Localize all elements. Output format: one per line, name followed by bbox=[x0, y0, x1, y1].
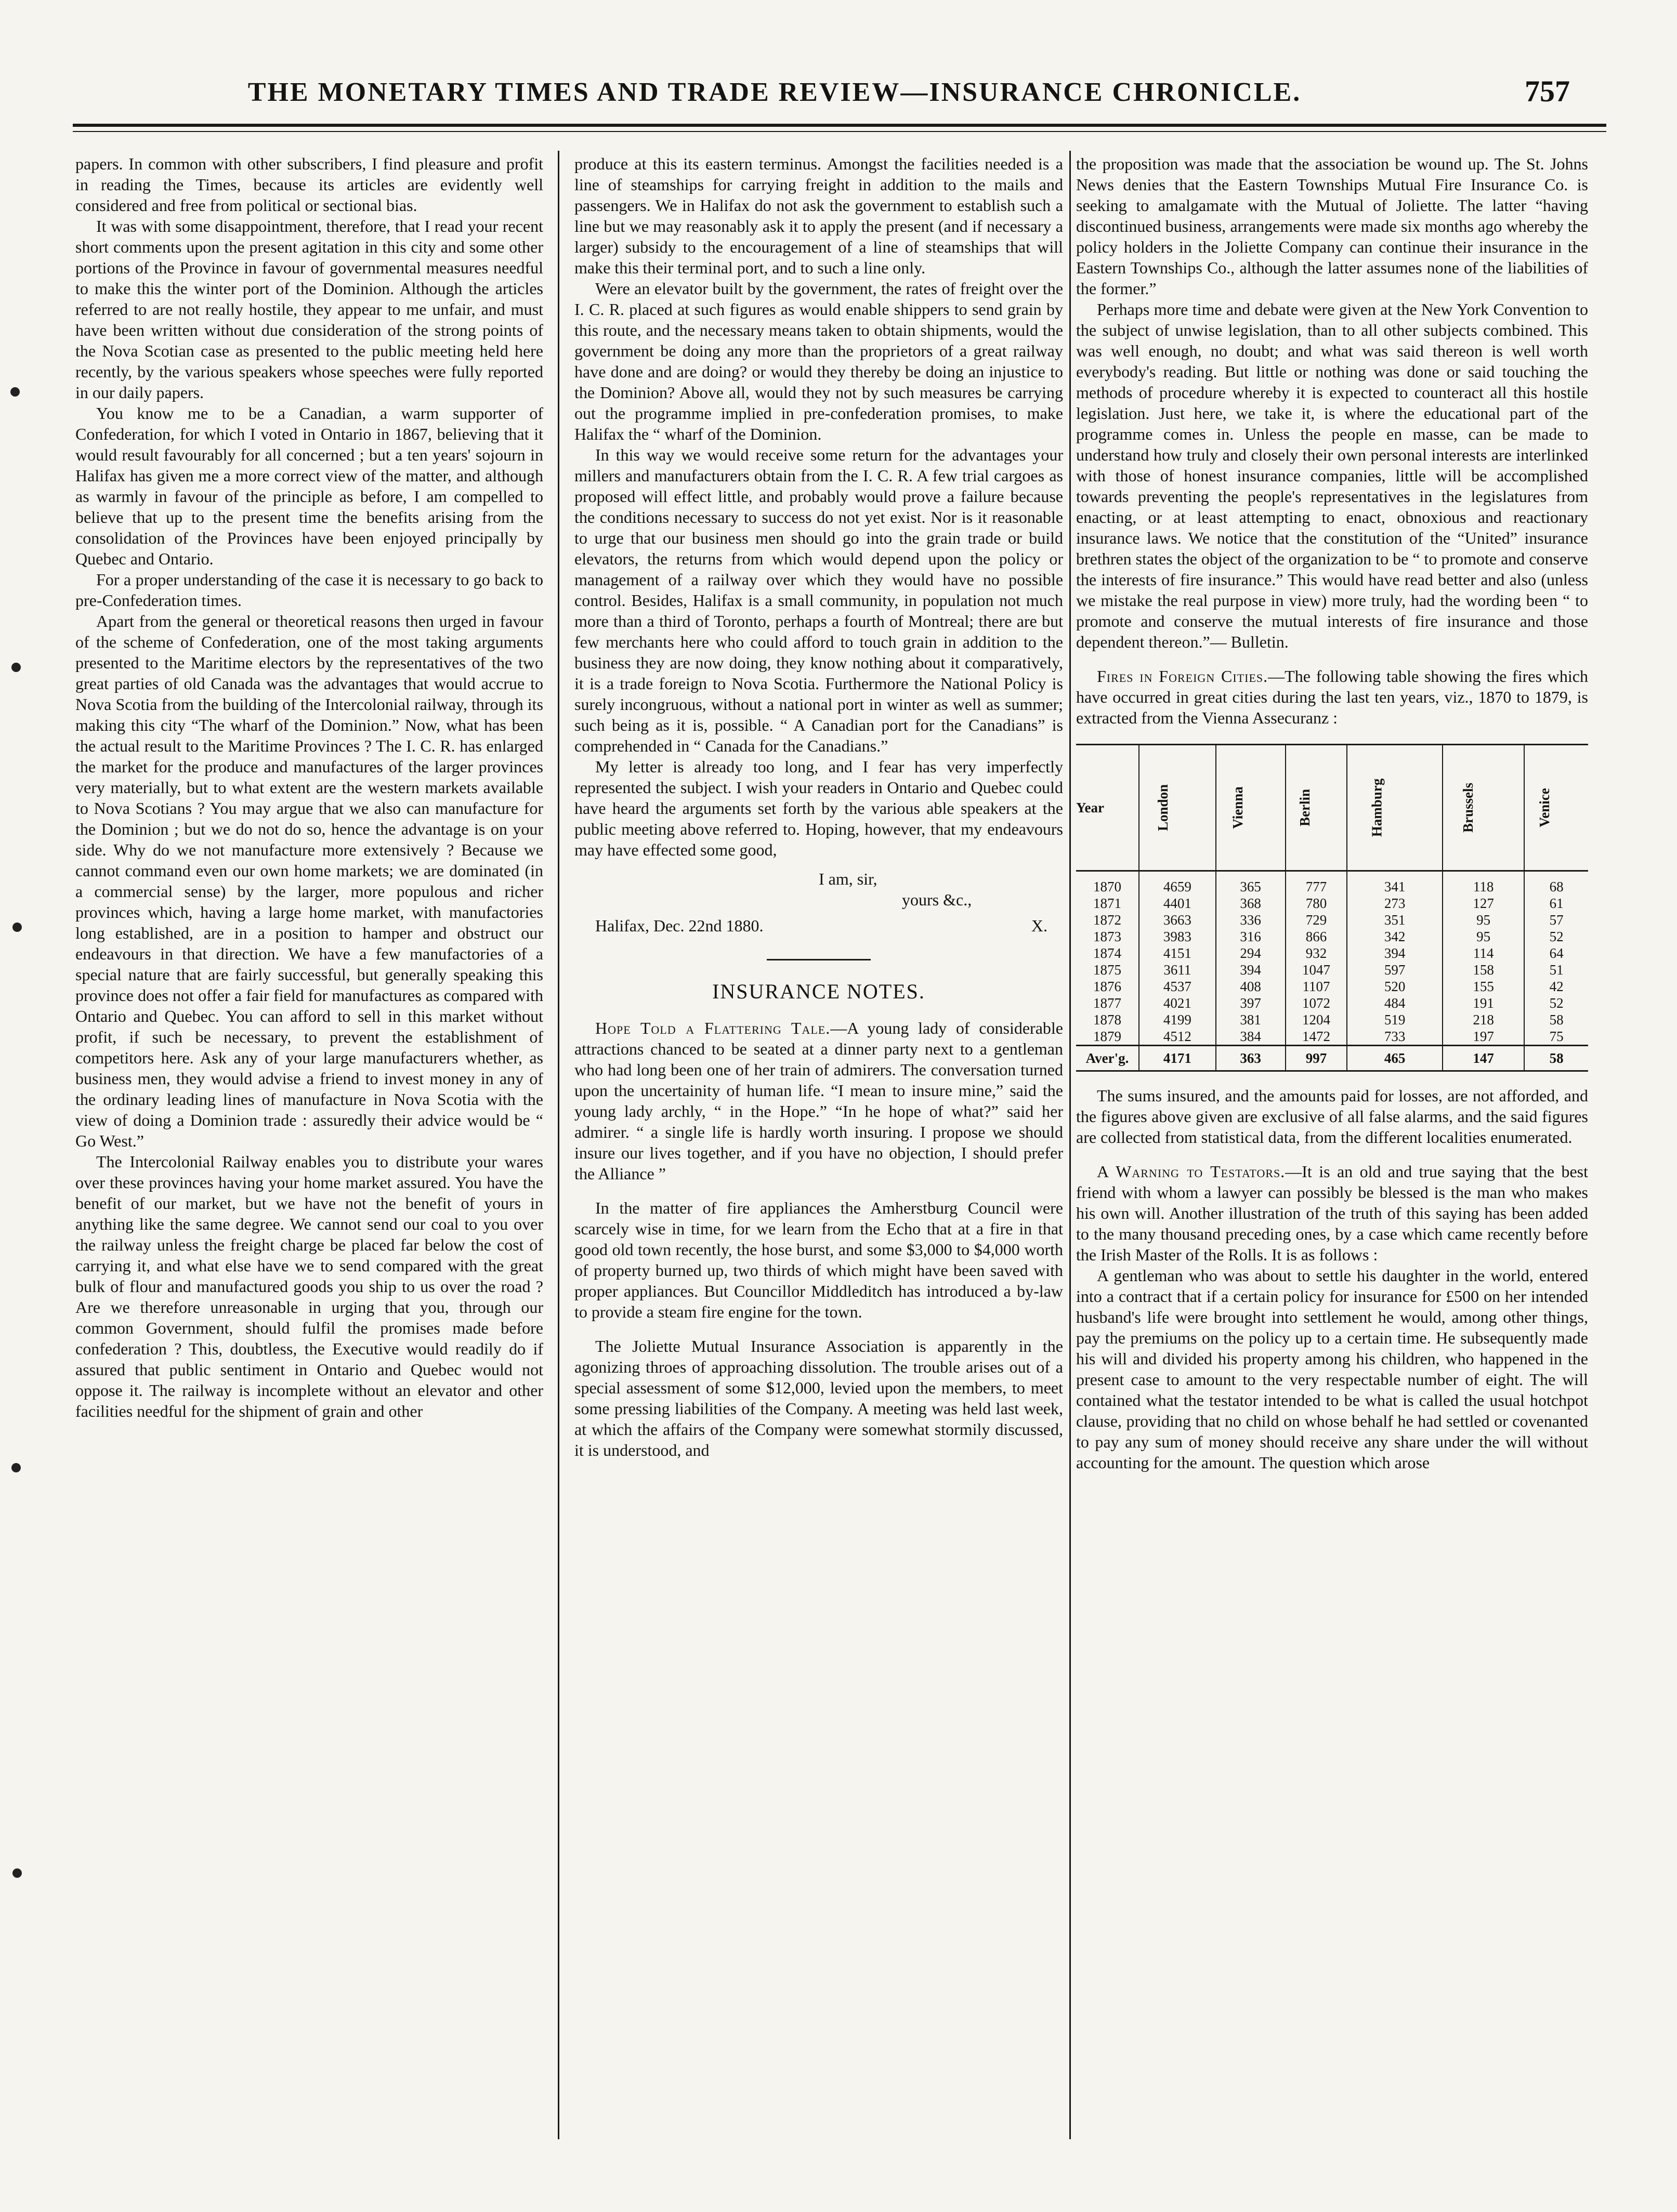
table-cell: 932 bbox=[1286, 945, 1347, 962]
header-rule-thick bbox=[73, 124, 1606, 127]
table-cell: 363 bbox=[1216, 1046, 1286, 1071]
table-cell: 4199 bbox=[1139, 1011, 1216, 1028]
table-cell: 4151 bbox=[1139, 945, 1216, 962]
paragraph: The Joliette Mutual Insurance Association is apparently in the agonizing throes of approaching dissolution. The trouble arises out of a special assessment of some $12,000, levied upon the members, to meet some pressing liabilities of the Company. A meeting was held last week, at which the affairs of the Company were somewhat stormily discussed, it is understood, and bbox=[574, 1337, 1063, 1459]
letter-signer: X. bbox=[1031, 916, 1047, 935]
table-cell: 1873 bbox=[1093, 929, 1121, 944]
table-cell: 197 bbox=[1443, 1028, 1524, 1046]
table-row bbox=[1076, 1011, 1588, 1028]
table-cell: 114 bbox=[1443, 945, 1524, 962]
table-cell: 1870 bbox=[1093, 879, 1121, 894]
table-cell: 597 bbox=[1347, 962, 1443, 978]
margin-ink-mark bbox=[11, 1463, 21, 1472]
table-cell: 273 bbox=[1347, 895, 1443, 912]
table-cell: 866 bbox=[1286, 928, 1347, 945]
header-rule-thin bbox=[73, 131, 1606, 132]
table-cell: 68 bbox=[1524, 871, 1588, 896]
table-cell: 4171 bbox=[1139, 1046, 1216, 1071]
table-header-label: Vienna bbox=[1229, 786, 1246, 829]
table-cell: 1874 bbox=[1093, 945, 1121, 961]
item-text: —A young lady of considerable attractions chanced to be seated at a dinner party next to a gentleman who had long been one of her train of admirers. The conversation turned upon the uncertainity of human life. “I mean to insure mine,” said the young lady archly, “ in the Hope.” “In he hope of what?” said her admirer. “ a single life is hardly worth insuring. I propose we should insure our lives together, and if you have no objection, I should prefer the Alliance ” bbox=[574, 1019, 1063, 1183]
table-cell: 1879 bbox=[1093, 1029, 1121, 1044]
table-cell: 465 bbox=[1347, 1046, 1443, 1071]
table-cell: 394 bbox=[1216, 962, 1286, 978]
table-cell: 1472 bbox=[1286, 1028, 1347, 1046]
table-cell: 777 bbox=[1286, 871, 1347, 896]
table-cell: 3611 bbox=[1139, 962, 1216, 978]
paragraph: The Intercolonial Railway enables you to distribute your wares over these provinces having your home market assured. You have the benefit of our market, but we have not the benefit of yours in anything like the same degree. We cannot send our coal to you over the railway unless the freight charge be placed far below the cost of carrying it, and what else have we to send compared with the great bulk of flour and manufactured goods you ship to us over the road ? Are we therefore unreasonable in urging that you, through our common Government, should fulfil the promises made before confederation ? This, doubtless, the Executive would readily do if assured that public sentiment in Ontario and Quebec would not oppose it. The railway is incomplete without an elevator and other facilities needful for the shipment of grain and other bbox=[75, 1152, 543, 1420]
table-cell: 351 bbox=[1347, 912, 1443, 928]
letter-closing: I am, sir, bbox=[819, 870, 877, 888]
letter-closing: yours &c., bbox=[902, 890, 972, 909]
table-cell: 368 bbox=[1216, 895, 1286, 912]
table-cell: 3663 bbox=[1139, 912, 1216, 928]
paragraph: A gentleman who was about to settle his daughter in the world, entered into a contract that if a certain policy for insurance for £500 on her intended husband's life were brought into settlement he would, among other things, pay the premiums on the policy up to a certain time. He subsequently made his will and divided his property among his children, who happened in the present case to amount to the very respectable number of eight. The will contained what the testator intended to be what is called the usual hotchpot clause, providing that no child on whose behalf he had settled or covenanted to pay any sum of money should receive any share under the will without accounting for the amount. The question which arose bbox=[1076, 1266, 1588, 1472]
table-header-label: Venice bbox=[1537, 788, 1552, 827]
table-row bbox=[1076, 995, 1588, 1011]
table-cell: 1878 bbox=[1093, 1012, 1121, 1028]
column-1 bbox=[75, 153, 543, 2150]
table-cell: 997 bbox=[1286, 1046, 1347, 1071]
table-row bbox=[1076, 871, 1588, 896]
paragraph bbox=[1076, 1161, 1588, 1265]
table-cell: 733 bbox=[1347, 1028, 1443, 1046]
table-cell: 51 bbox=[1524, 962, 1588, 978]
page-header bbox=[73, 68, 1606, 109]
table-cell: 218 bbox=[1443, 1011, 1524, 1028]
table-row bbox=[1076, 978, 1588, 995]
table-average-row bbox=[1076, 1046, 1588, 1071]
column-divider bbox=[1069, 151, 1071, 2139]
table-header-cell bbox=[1524, 745, 1588, 871]
margin-ink-mark bbox=[12, 923, 22, 932]
column-divider bbox=[558, 151, 559, 2139]
item-text: —The following table showing the fires which have occurred in great cities during the last ten years, viz., 1870 to 1879, is extracted from the Vienna Assecuranz : bbox=[1076, 667, 1588, 727]
section-divider bbox=[767, 959, 871, 960]
table-header-label: Hamburg bbox=[1369, 778, 1385, 837]
paragraph: Were an elevator built by the government, the rates of freight over the I. C. R. placed at such figures as would enable shippers to send grain by this route, and the necessary means taken to obtain shipments, would the government be doing any more than the proprietors of a great railway have done and are doing? or would they thereby be doing an injustice to the Dominion? Above all, would they not by such measures be carrying out the programme implied in pre-confederation promises, to make Halifax the “ wharf of the Dominion. bbox=[574, 279, 1063, 443]
table-cell: 58 bbox=[1524, 1011, 1588, 1028]
item-heading: Fires in Foreign Cities. bbox=[1097, 667, 1268, 686]
table-cell: 341 bbox=[1347, 871, 1443, 896]
table-row bbox=[1076, 945, 1588, 962]
table-cell: 519 bbox=[1347, 1011, 1443, 1028]
table-body bbox=[1076, 871, 1588, 1071]
table-header-label: Berlin bbox=[1296, 789, 1313, 826]
table-cell: Aver'g. bbox=[1076, 1046, 1139, 1071]
item-heading: Hope Told a Flattering Tale. bbox=[595, 1019, 831, 1037]
table-cell: 336 bbox=[1216, 912, 1286, 928]
table-header-cell bbox=[1443, 745, 1524, 871]
table-cell: 4021 bbox=[1139, 995, 1216, 1011]
table-cell: 1875 bbox=[1093, 962, 1121, 978]
table-cell: 95 bbox=[1443, 912, 1524, 928]
item-heading: A Warning to Testators. bbox=[1097, 1162, 1286, 1181]
table-header-cell bbox=[1216, 745, 1286, 871]
table-cell: 342 bbox=[1347, 928, 1443, 945]
table-cell: 1871 bbox=[1093, 896, 1121, 911]
table-cell: 1072 bbox=[1286, 995, 1347, 1011]
table-row bbox=[1076, 912, 1588, 928]
table-cell: 394 bbox=[1347, 945, 1443, 962]
table-cell: 4401 bbox=[1139, 895, 1216, 912]
table-cell: 52 bbox=[1524, 928, 1588, 945]
table-row bbox=[1076, 928, 1588, 945]
table-cell: 57 bbox=[1524, 912, 1588, 928]
paragraph: papers. In common with other subscribers, I find pleasure and profit in reading the Times, because its articles are evidently well considered and free from political or sectional bias. bbox=[75, 154, 543, 215]
paragraph: the proposition was made that the association be wound up. The St. Johns News denies that the Eastern Townships Mutual Fire Insurance Co. is seeking to amalgamate with the Mutual of Joliette. The latter “having discontinued business, arrangements were made six months ago whereby the policy holders in the Joliette Company can continue their insurance in the Eastern Townships Co., although the latter assumes none of the liabilities of the former.” bbox=[1076, 154, 1588, 298]
table-cell: 4659 bbox=[1139, 871, 1216, 896]
section-heading: INSURANCE NOTES. bbox=[712, 980, 925, 1003]
paragraph: The sums insured, and the amounts paid for losses, are not afforded, and the figures above given are exclusive of all false alarms, and the said figures are collected from statistical data, from the different localities enumerated. bbox=[1076, 1086, 1588, 1147]
table-cell: 365 bbox=[1216, 871, 1286, 896]
paragraph: Perhaps more time and debate were given at the New York Convention to the subject of unwise legislation, than to all other subjects combined. This was well enough, no doubt; and what was said thereon is well worth everybody's reading. But little or nothing was done or said touching the methods of procedure whereby it is expected to counteract all this hostile legislation. Just here, we take it, is where the educational part of the programme comes in. Unless the people en masse, can be made to understand how truly and closely their own personal interests are interlinked with those of honest insurance companies, little will be accomplished towards preventing the people's representatives in the legislatures from enacting, or at least attempting to enact, obnoxious and reactionary insurance laws. We notice that the constitution of the “United” insurance brethren states the object of the organization to be “ to promote and conserve the interests of fire insurance.” This would have read better and also (unless we mistake the real purpose in view) more truly, had the wording been “ to promote and conserve the mutual interests of fire insurance and those dependent thereon.”— Bulletin. bbox=[1076, 300, 1588, 651]
table-header-label: London bbox=[1155, 784, 1171, 832]
table-cell: 1876 bbox=[1093, 979, 1121, 994]
page-title: THE MONETARY TIMES AND TRADE REVIEW—INSURANCE CHRONICLE. bbox=[247, 77, 1302, 107]
table-cell: 316 bbox=[1216, 928, 1286, 945]
column-2 bbox=[574, 153, 1063, 2150]
table-cell: 61 bbox=[1524, 895, 1588, 912]
table-cell: 1047 bbox=[1286, 962, 1347, 978]
table-cell: 158 bbox=[1443, 962, 1524, 978]
paragraph: Apart from the general or theoretical reasons then urged in favour of the scheme of Confederation, one of the most taking arguments presented to the Maritime electors by the representatives of the two great parties of old Canada was the advantages that would accrue to Nova Scotia from the building of the Intercolonial railway, through its making this city “The wharf of the Dominion.” Now, what has been the actual result to the Maritime Provinces ? The I. C. R. has enlarged the market for the produce and manufactures of the larger provinces very materially, but to what extent are the western markets available to Nova Scotians ? You may argue that we also can manufacture for the Dominion ; but we do not do so, hence the advantage is on your side. Why do we not manufacture more extensively ? Because we cannot command even our own home markets; we are dominated (in a commercial sense) by the larger, more populous and richer provinces which, having a large home market, with manufactories long established, are in a position to hamper and obstruct our endeavours in that direction. We have a few manufactories of a special nature that are fairly successful, but generally speaking this province does not offer a fair field for manufactures as compared with Ontario and Quebec. You can afford to sell in this market without profit, if such be necessary, to prevent the establishment of competitors here. Ask any of your large manufacturers whether, as business men, they would advise a friend to invest money in any of the ordinary leading lines of manufacture in Nova Scotia with the view of doing a Dominion trade : assuredly their advice would be “ Go West.” bbox=[75, 612, 543, 1150]
table-cell: 397 bbox=[1216, 995, 1286, 1011]
table-cell: 52 bbox=[1524, 995, 1588, 1011]
table-cell: 147 bbox=[1443, 1046, 1524, 1071]
table-cell: 75 bbox=[1524, 1028, 1588, 1046]
table-cell: 408 bbox=[1216, 978, 1286, 995]
paragraph: It was with some disappointment, therefore, that I read your recent short comments upon the present agitation in this city and some other portions of the Province in favour of governmental measures needful to make this the winter port of the Dominion. Although the articles referred to are not really hostile, they appear to me unfair, and must have been written without due consideration of the strong points of the Nova Scotian case as presented to the public meeting held here recently, by the various speakers whose speeches were fully reported in our daily papers. bbox=[75, 217, 543, 402]
table-cell: 1877 bbox=[1093, 995, 1121, 1011]
table-cell: 127 bbox=[1443, 895, 1524, 912]
paragraph: In the matter of fire appliances the Amherstburg Council were scarcely wise in time, for we learn from the Echo that at a fire in that good old town recently, the hose burst, and some $3,000 to $4,000 worth of property burned up, two thirds of which might have been saved with proper appliances. But Councillor Middleditch has introduced a by-law to provide a steam fire engine for the town. bbox=[574, 1199, 1063, 1321]
table-header-label: Brussels bbox=[1460, 782, 1476, 833]
page-number: 757 bbox=[1525, 74, 1570, 108]
margin-ink-mark bbox=[10, 387, 20, 397]
paragraph: In this way we would receive some return for the advantages your millers and manufacturers obtain from the I. C. R. A few trial cargoes as proposed will effect little, and probably would prove a failure because the conditions necessary to success do not yet exist. Nor is it reasonable to urge that our business men should go into the grain trade or build elevators, the returns from which would depend upon the policy or management of a railway over which they would have no possible control. Besides, Halifax is a small community, in population not much more than a third of Toronto, perhaps a fourth of Montreal; there are but few merchants here who could afford to touch grain in addition to the business they are now doing, they know nothing about it comparatively, it is a trade foreign to Nova Scotia. Furthermore the National Policy is surely incongruous, without a national port in winter as well as summer; such being as it is, possible. “ A Canadian port for the Canadians” is comprehended in “ Canada for the Canadians.” bbox=[574, 445, 1063, 755]
table-cell: 58 bbox=[1524, 1046, 1588, 1071]
paragraph bbox=[574, 1018, 1063, 1184]
fires-table bbox=[1076, 744, 1588, 1072]
paragraph bbox=[1076, 666, 1588, 728]
table-cell: 780 bbox=[1286, 895, 1347, 912]
letter-signature bbox=[574, 915, 1063, 936]
table-row bbox=[1076, 1028, 1588, 1046]
table-header-label: Year bbox=[1076, 800, 1104, 815]
table-cell: 95 bbox=[1443, 928, 1524, 945]
table-cell: 1204 bbox=[1286, 1011, 1347, 1028]
table-row bbox=[1076, 962, 1588, 978]
table-header-cell bbox=[1286, 745, 1347, 871]
table-cell: 3983 bbox=[1139, 928, 1216, 945]
table-cell: 64 bbox=[1524, 945, 1588, 962]
table-header-cell bbox=[1076, 745, 1139, 871]
table-cell: 118 bbox=[1443, 871, 1524, 896]
column-3 bbox=[1076, 153, 1588, 2150]
paragraph: For a proper understanding of the case it is necessary to go back to pre-Confederation times. bbox=[75, 570, 543, 610]
table-cell: 294 bbox=[1216, 945, 1286, 962]
margin-ink-mark bbox=[11, 663, 21, 672]
table-cell: 4512 bbox=[1139, 1028, 1216, 1046]
paragraph: produce at this its eastern terminus. Amongst the facilities needed is a line of steamships for carrying freight in addition to the mails and passengers. We in Halifax do not ask the government to establish such a line but we may reasonably ask it to apply the present (and if necessary a larger) subsidy to the encouragement of a line of steamships that will make this their terminal port, and to such a line only. bbox=[574, 154, 1063, 277]
table-header-cell bbox=[1347, 745, 1443, 871]
paragraph: My letter is already too long, and I fear has very imperfectly represented the subject. I wish your readers in Ontario and Quebec could have heard the arguments set forth by the various able speakers at the public meeting above referred to. Hoping, however, that my endeavours may have effected some good, bbox=[574, 757, 1063, 859]
table-row bbox=[1076, 895, 1588, 912]
table-cell: 1872 bbox=[1093, 912, 1121, 928]
margin-ink-mark bbox=[12, 1868, 22, 1878]
table-cell: 484 bbox=[1347, 995, 1443, 1011]
paragraph: You know me to be a Canadian, a warm supporter of Confederation, for which I voted in Ontario in 1867, believing that it would result favourably for all concerned ; but a ten years' sojourn in Halifax has given me a more correct view of the matter, and although as warmly in favour of the principle as before, I am compelled to believe that up to the present time the benefits arising from the consolidation of the Provinces have been enjoyed principally by Quebec and Ontario. bbox=[75, 404, 543, 568]
item-text: —It is an old and true saying that the best friend with whom a lawyer can possibly be blessed is the man who makes his own will. Another illustration of the truth of this saying has been added to the many thousand preceding ones, by a case which came recently before the Irish Master of the Rolls. It is as follows : bbox=[1076, 1162, 1588, 1264]
table-cell: 729 bbox=[1286, 912, 1347, 928]
table-cell: 191 bbox=[1443, 995, 1524, 1011]
table-cell: 155 bbox=[1443, 978, 1524, 995]
table-header-row bbox=[1076, 745, 1588, 871]
table-cell: 384 bbox=[1216, 1028, 1286, 1046]
table-cell: 4537 bbox=[1139, 978, 1216, 995]
table-cell: 520 bbox=[1347, 978, 1443, 995]
table-cell: 381 bbox=[1216, 1011, 1286, 1028]
table-cell: 1107 bbox=[1286, 978, 1347, 995]
table-header-cell bbox=[1139, 745, 1216, 871]
letter-place-date: Halifax, Dec. 22nd 1880. bbox=[595, 916, 764, 935]
table-cell: 42 bbox=[1524, 978, 1588, 995]
